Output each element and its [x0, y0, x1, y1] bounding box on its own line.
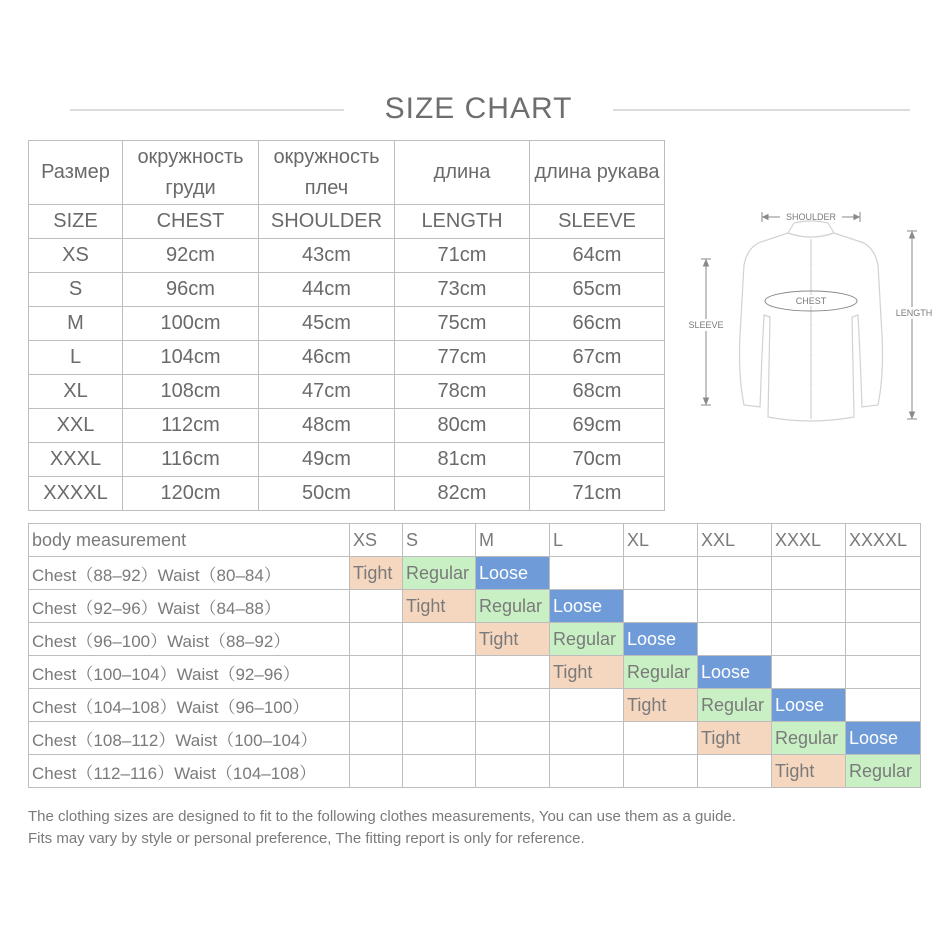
measurement-cell: 46cm [259, 341, 395, 375]
measurement-cell: 96cm [123, 273, 259, 307]
fit-empty-cell [624, 722, 698, 755]
size-table-header-cell: окружность груди [123, 141, 259, 205]
fit-loose-cell: Loose [846, 722, 921, 755]
title-divider-right [613, 109, 910, 111]
fit-size-header: XXXL [772, 524, 846, 557]
fit-regular-cell: Regular [698, 689, 772, 722]
fit-empty-cell [350, 722, 403, 755]
chest-label: CHEST [795, 296, 827, 306]
body-measurement-label: Chest（112–116）Waist（104–108） [29, 755, 350, 788]
length-label: LENGTH [895, 308, 933, 318]
sleeve-label: SLEEVE [688, 320, 724, 330]
fit-empty-cell [624, 557, 698, 590]
table-row [29, 557, 921, 590]
measurement-cell: 71cm [395, 239, 530, 273]
shoulder-label: SHOULDER [785, 212, 837, 222]
body-measurement-label: Chest（100–104）Waist（92–96） [29, 656, 350, 689]
size-table-header-cell: SIZE [29, 205, 123, 239]
table-row [29, 341, 665, 375]
fit-empty-cell [846, 557, 921, 590]
fit-empty-cell [772, 623, 846, 656]
body-measurement-label: Chest（108–112）Waist（100–104） [29, 722, 350, 755]
fit-empty-cell [350, 590, 403, 623]
size-label: XL [29, 375, 123, 409]
fit-regular-cell: Regular [476, 590, 550, 623]
shirt-diagram [682, 205, 940, 430]
title-row [0, 92, 950, 132]
fit-size-header: M [476, 524, 550, 557]
size-table-header-en [29, 205, 665, 239]
body-measurement-label: Chest（92–96）Waist（84–88） [29, 590, 350, 623]
fit-regular-cell: Regular [846, 755, 921, 788]
fit-regular-cell: Regular [624, 656, 698, 689]
fit-empty-cell [846, 590, 921, 623]
body-measurement-label: Chest（104–108）Waist（96–100） [29, 689, 350, 722]
measurement-cell: 112cm [123, 409, 259, 443]
fit-empty-cell [403, 656, 476, 689]
measurement-cell: 116cm [123, 443, 259, 477]
measurement-cell: 70cm [530, 443, 665, 477]
page-title: SIZE CHART [384, 92, 573, 125]
table-row [29, 273, 665, 307]
title-divider-left [70, 109, 344, 111]
fit-regular-cell: Regular [403, 557, 476, 590]
fit-empty-cell [350, 755, 403, 788]
measurement-cell: 67cm [530, 341, 665, 375]
table-row [29, 443, 665, 477]
size-table-header-cell: длина [395, 141, 530, 205]
table-row [29, 239, 665, 273]
measurement-cell: 45cm [259, 307, 395, 341]
fit-empty-cell [624, 590, 698, 623]
measurement-cell: 104cm [123, 341, 259, 375]
measurement-cell: 48cm [259, 409, 395, 443]
fit-empty-cell [476, 656, 550, 689]
fit-empty-cell [476, 689, 550, 722]
fit-empty-cell [476, 722, 550, 755]
fit-table [28, 523, 921, 788]
fit-empty-cell [846, 623, 921, 656]
fit-empty-cell [698, 623, 772, 656]
fit-empty-cell [403, 689, 476, 722]
measurement-cell: 65cm [530, 273, 665, 307]
shirt-icon [740, 221, 883, 421]
footnote-line: The clothing sizes are designed to fit to the following clothes measurements, You can use them as a guide. [28, 808, 736, 825]
fit-table-header [29, 524, 921, 557]
measurement-cell: 66cm [530, 307, 665, 341]
fit-regular-cell: Regular [550, 623, 624, 656]
measurement-cell: 81cm [395, 443, 530, 477]
measurement-cell: 73cm [395, 273, 530, 307]
fit-loose-cell: Loose [698, 656, 772, 689]
table-row [29, 590, 921, 623]
size-table-header-cell: длина рукава [530, 141, 665, 205]
fit-size-header: XXL [698, 524, 772, 557]
body-measurement-label: Chest（96–100）Waist（88–92） [29, 623, 350, 656]
fit-tight-cell: Tight [403, 590, 476, 623]
fit-size-header: XXXXL [846, 524, 921, 557]
measurement-cell: 50cm [259, 477, 395, 511]
fit-loose-cell: Loose [772, 689, 846, 722]
fit-empty-cell [846, 656, 921, 689]
fit-empty-cell [550, 722, 624, 755]
fit-empty-cell [550, 689, 624, 722]
size-table-header-cell: SLEEVE [530, 205, 665, 239]
fit-size-header: S [403, 524, 476, 557]
fit-empty-cell [772, 590, 846, 623]
fit-empty-cell [550, 557, 624, 590]
size-table-header-cell: LENGTH [395, 205, 530, 239]
size-label: M [29, 307, 123, 341]
fit-empty-cell [846, 689, 921, 722]
measurement-cell: 75cm [395, 307, 530, 341]
table-row [29, 656, 921, 689]
measurement-cell: 71cm [530, 477, 665, 511]
measurement-cell: 108cm [123, 375, 259, 409]
fit-empty-cell [698, 590, 772, 623]
size-label: L [29, 341, 123, 375]
fit-empty-cell [772, 557, 846, 590]
fit-empty-cell [350, 689, 403, 722]
fit-empty-cell [772, 656, 846, 689]
size-table [28, 140, 665, 511]
measurement-cell: 68cm [530, 375, 665, 409]
fit-empty-cell [350, 623, 403, 656]
size-table-header-cell: окружность плеч [259, 141, 395, 205]
table-row [29, 477, 665, 511]
size-label: XXL [29, 409, 123, 443]
table-row [29, 755, 921, 788]
fit-loose-cell: Loose [624, 623, 698, 656]
body-measurement-label: Chest（88–92）Waist（80–84） [29, 557, 350, 590]
footnote-line: Fits may vary by style or personal preference, The fitting report is only for reference. [28, 830, 585, 847]
size-table-header-ru [29, 141, 665, 205]
fit-empty-cell [624, 755, 698, 788]
measurement-cell: 80cm [395, 409, 530, 443]
fit-tight-cell: Tight [772, 755, 846, 788]
table-row [29, 722, 921, 755]
table-row [29, 689, 921, 722]
footnote [28, 806, 736, 850]
fit-tight-cell: Tight [698, 722, 772, 755]
size-table-header-cell: CHEST [123, 205, 259, 239]
size-table-header-cell: Размер [29, 141, 123, 205]
measurement-cell: 64cm [530, 239, 665, 273]
measurement-cell: 82cm [395, 477, 530, 511]
measurement-cell: 92cm [123, 239, 259, 273]
measurement-cell: 77cm [395, 341, 530, 375]
fit-table-header-label: body measurement [29, 524, 350, 557]
fit-tight-cell: Tight [624, 689, 698, 722]
size-table-header-cell: SHOULDER [259, 205, 395, 239]
fit-tight-cell: Tight [550, 656, 624, 689]
fit-size-header: XS [350, 524, 403, 557]
measurement-cell: 78cm [395, 375, 530, 409]
fit-tight-cell: Tight [350, 557, 403, 590]
fit-empty-cell [403, 755, 476, 788]
fit-empty-cell [698, 755, 772, 788]
fit-empty-cell [403, 623, 476, 656]
fit-empty-cell [403, 722, 476, 755]
table-row [29, 623, 921, 656]
fit-empty-cell [550, 755, 624, 788]
table-row [29, 409, 665, 443]
fit-regular-cell: Regular [772, 722, 846, 755]
fit-empty-cell [350, 656, 403, 689]
size-label: S [29, 273, 123, 307]
table-row [29, 307, 665, 341]
measurement-cell: 43cm [259, 239, 395, 273]
size-label: XXXL [29, 443, 123, 477]
fit-size-header: XL [624, 524, 698, 557]
measurement-cell: 49cm [259, 443, 395, 477]
table-row [29, 375, 665, 409]
measurement-cell: 100cm [123, 307, 259, 341]
fit-tight-cell: Tight [476, 623, 550, 656]
fit-empty-cell [698, 557, 772, 590]
measurement-cell: 47cm [259, 375, 395, 409]
measurement-cell: 69cm [530, 409, 665, 443]
measurement-cell: 44cm [259, 273, 395, 307]
fit-size-header: L [550, 524, 624, 557]
size-label: XS [29, 239, 123, 273]
fit-empty-cell [476, 755, 550, 788]
fit-loose-cell: Loose [476, 557, 550, 590]
size-label: XXXXL [29, 477, 123, 511]
measurement-cell: 120cm [123, 477, 259, 511]
fit-loose-cell: Loose [550, 590, 624, 623]
